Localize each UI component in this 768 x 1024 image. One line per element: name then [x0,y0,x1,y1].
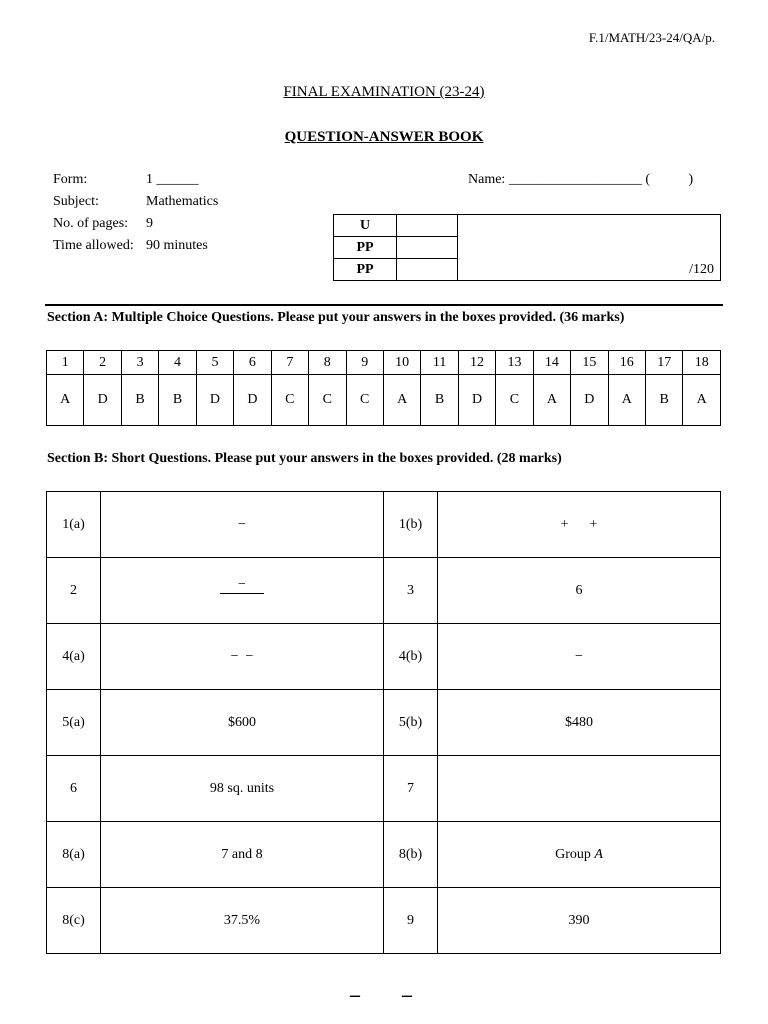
exam-title: FINAL EXAMINATION (23-24) [283,84,485,100]
mc-question-number: 2 [84,351,121,375]
mc-answer-cell: B [159,375,196,426]
form-value: 1 ______ [146,172,199,187]
answer-cell: 98 sq. units [101,756,384,822]
score-row-label: PP [334,237,397,259]
short-answer-table [46,491,721,954]
question-number: 8(b) [384,822,438,888]
mc-answer-cell: D [196,375,233,426]
mc-question-number: 16 [608,351,645,375]
mc-answer-cell: A [383,375,420,426]
mc-answer-row [47,375,721,426]
question-number: 4(a) [47,624,101,690]
score-box-cell [397,215,458,237]
answer-cell: − − [101,624,384,690]
time-label: Time allowed: [53,238,134,253]
score-row-label: PP [334,259,397,281]
mc-number-row [47,351,721,375]
mc-answer-cell: A [608,375,645,426]
pages-value: 9 [146,216,153,231]
question-number: 6 [47,756,101,822]
time-value: 90 minutes [146,238,208,253]
mc-answer-table [46,350,721,426]
short-answer-row [47,690,721,756]
answer-cell: $600 [101,690,384,756]
reference-code: F.1/MATH/23-24/QA/p. [588,30,715,45]
mc-question-number: 8 [309,351,346,375]
mc-question-number: 17 [646,351,683,375]
question-number: 1(b) [384,492,438,558]
mc-question-number: 10 [383,351,420,375]
score-table [333,214,721,281]
question-number: 4(b) [384,624,438,690]
score-row-label: U [334,215,397,237]
total-marks: /120 [458,215,721,281]
short-answer-row [47,888,721,954]
name-field: Name: ___________________ ( ) [468,172,694,187]
mc-answer-cell: A [47,375,84,426]
pages-label: No. of pages: [53,216,129,231]
mc-answer-cell: C [346,375,383,426]
footer-mark-right: – [402,984,412,1006]
mc-answer-cell: C [271,375,308,426]
question-number: 5(a) [47,690,101,756]
mc-question-number: 9 [346,351,383,375]
subject-value: Mathematics [146,194,219,209]
answer-cell [438,756,721,822]
short-answer-row [47,558,721,624]
form-label: Form: [53,172,88,187]
mc-answer-cell: D [84,375,121,426]
mc-question-number: 15 [571,351,608,375]
score-box-cell [397,259,458,281]
mc-question-number: 12 [458,351,495,375]
fraction-bar [220,593,264,594]
answer-cell: 37.5% [101,888,384,954]
question-number: 7 [384,756,438,822]
question-number: 9 [384,888,438,954]
answer-text: Group [555,846,595,862]
section-a-heading: Section A: Multiple Choice Questions. Please put your answers in the boxes provided. (36 marks) [47,310,625,325]
mc-answer-cell: C [496,375,533,426]
score-row [334,215,721,237]
mc-answer-cell: B [421,375,458,426]
answer-cell: 6 [438,558,721,624]
fraction-numerator: − [238,577,246,592]
short-answer-row [47,624,721,690]
mc-question-number: 4 [159,351,196,375]
question-number: 1(a) [47,492,101,558]
answer-cell: − [101,492,384,558]
answer-cell: 7 and 8 [101,822,384,888]
question-number: 8(c) [47,888,101,954]
section-divider [45,304,723,306]
score-box-cell [397,237,458,259]
answer-cell [438,822,721,888]
mc-answer-cell: D [234,375,271,426]
question-number: 5(b) [384,690,438,756]
answer-cell: − [438,624,721,690]
mc-question-number: 1 [47,351,84,375]
mc-question-number: 5 [196,351,233,375]
mc-question-number: 7 [271,351,308,375]
mc-answer-cell: C [309,375,346,426]
mc-question-number: 13 [496,351,533,375]
mc-answer-cell: D [458,375,495,426]
fraction-answer [220,578,264,604]
answer-cell: 390 [438,888,721,954]
answer-cell: + + [438,492,721,558]
section-b-heading: Section B: Short Questions. Please put your answers in the boxes provided. (28 marks) [47,451,562,466]
question-number: 2 [47,558,101,624]
question-number: 3 [384,558,438,624]
mc-answer-cell: A [533,375,570,426]
mc-answer-cell: A [683,375,721,426]
mc-answer-cell: B [121,375,158,426]
mc-answer-cell: B [646,375,683,426]
mc-question-number: 11 [421,351,458,375]
subject-label: Subject: [53,194,99,209]
short-answer-row [47,822,721,888]
question-number: 8(a) [47,822,101,888]
short-answer-row [47,756,721,822]
mc-question-number: 3 [121,351,158,375]
footer-mark-left: – [350,984,360,1006]
mc-question-number: 6 [234,351,271,375]
answer-cell [101,558,384,624]
answer-italic-text: A [594,846,603,862]
short-answer-row [47,492,721,558]
answer-cell: $480 [438,690,721,756]
book-title: QUESTION-ANSWER BOOK [284,129,484,145]
mc-question-number: 18 [683,351,721,375]
mc-question-number: 14 [533,351,570,375]
mc-answer-cell: D [571,375,608,426]
